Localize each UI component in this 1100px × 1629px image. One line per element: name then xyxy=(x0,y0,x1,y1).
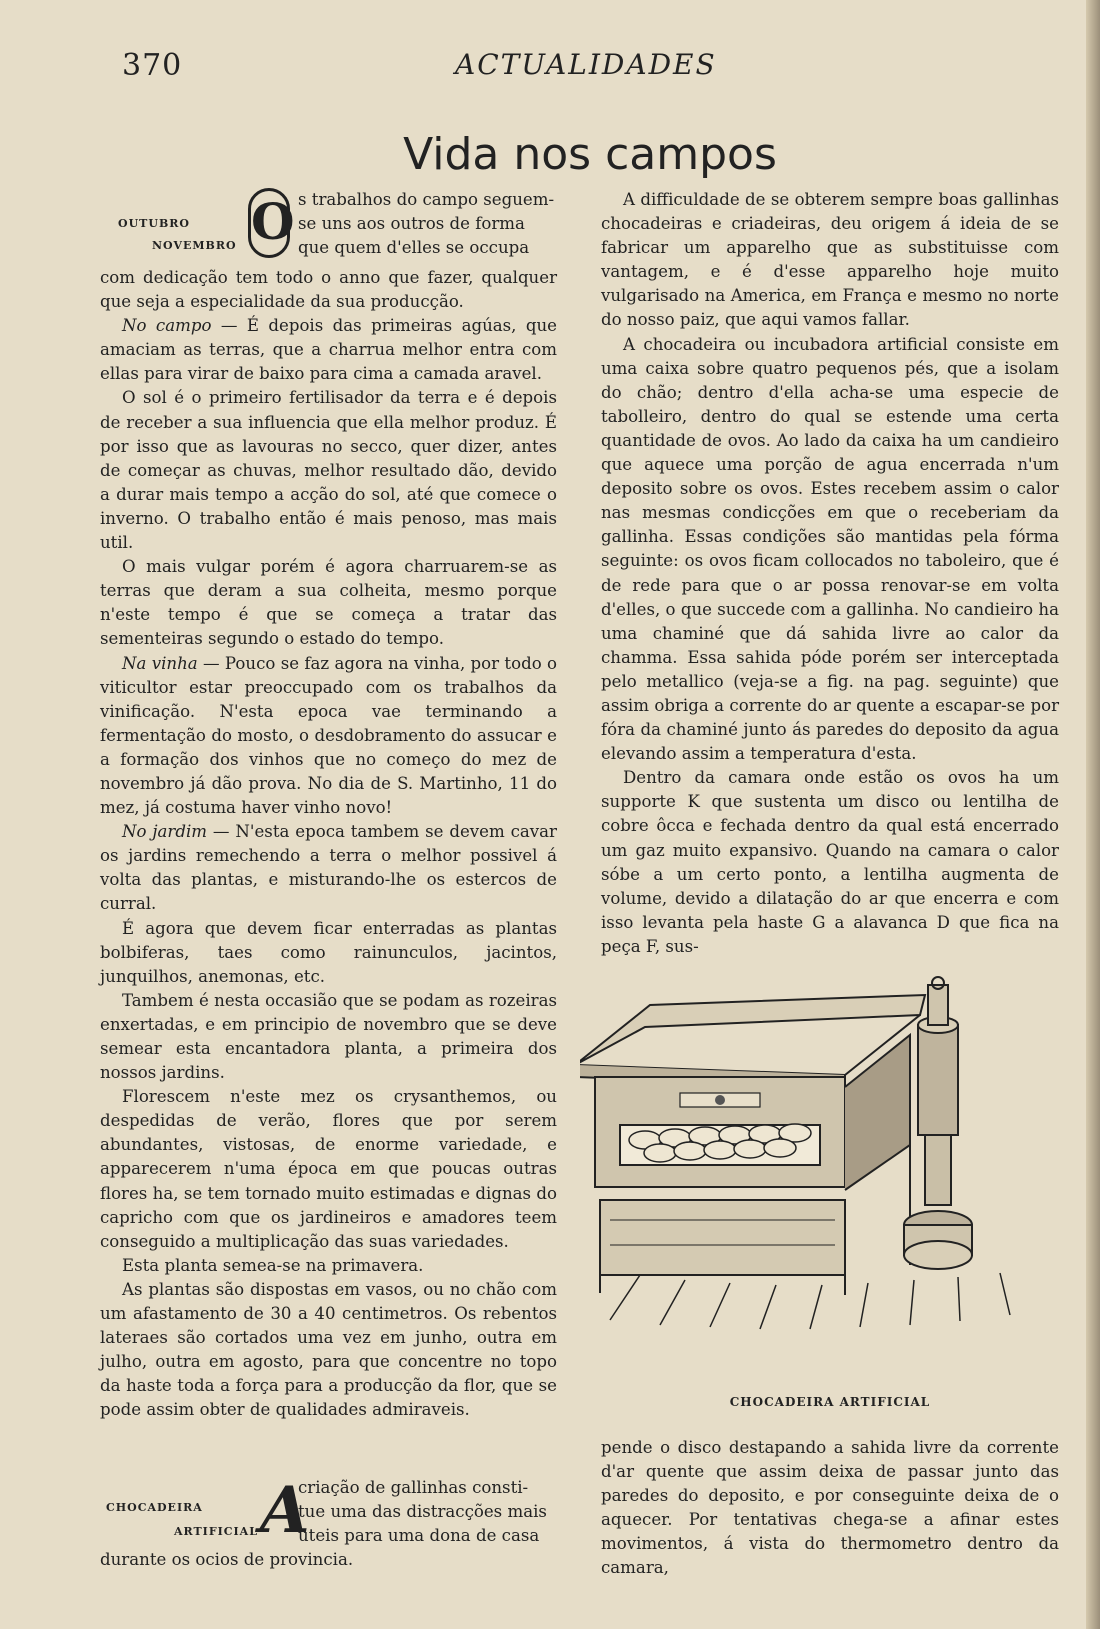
paragraph-text: Tambem é nesta occasião que se podam as rozeiras enxertadas, e em principio de novembro que se deve semear esta encantadora planta, a primeira dos nossos jardins. xyxy=(100,990,557,1083)
paragraph xyxy=(100,652,557,821)
left-paragraphs xyxy=(100,314,557,1422)
paragraph-lead: No jardim xyxy=(122,822,208,842)
head-line: s trabalhos do campo seguem- xyxy=(298,190,555,209)
right-paragraphs xyxy=(601,188,1059,959)
paragraph-text: — É depois das primeiras agúas, que amaciam as terras, que a charrua melhor entra com ellas para virar de baixo para cima a camada aravel. xyxy=(100,316,557,384)
figure-caption: CHOCADEIRA ARTIFICIAL xyxy=(729,1395,931,1409)
paragraph xyxy=(100,917,557,989)
left-column xyxy=(100,188,557,1423)
paragraph-lead: No campo xyxy=(122,316,212,336)
article-title: Vida nos campos xyxy=(403,129,777,181)
section-label-line2: ARTIFICIAL xyxy=(174,1525,258,1538)
page-edge-shadow xyxy=(1086,0,1100,1629)
paragraph-text: Florescem n'este mez os crysanthemos, ou despedidas de verão, flores que por serem abundantes, vistosas, de enorme variedade, e apparecerem n'uma época em que poucas outras flores ha, se tem tornado muito estimadas e dignas do capricho com que os jardineiros e amadores teem conseguido a multiplicação das suas variedades. xyxy=(100,1087,557,1251)
paragraph: durante os ocios de provincia. xyxy=(100,1550,354,1569)
dropcap-letter: O xyxy=(248,188,290,258)
dropcap-lines xyxy=(298,188,557,260)
head-line: se uns aos outros de forma xyxy=(298,214,525,234)
right-continuation xyxy=(601,1436,1059,1581)
paragraph-text: — N'esta epoca tambem se devem cavar os jardins remechendo a terra o melhor possivel á volta das plantas, e misturando-lhe os estercos de curral. xyxy=(100,822,557,914)
paragraph-text: As plantas são dispostas em vasos, ou no chão com um afastamento de 30 a 40 centimetros. Os rebentos lateraes são cortados uma vez em junho, outra em julho, outra em agosto, para que concentre no topo da haste toda a força para a producção da flor, que se pode assim obter de qualidades admiraveis. xyxy=(100,1279,557,1420)
paragraph xyxy=(100,555,557,651)
paragraph-text: É agora que devem ficar enterradas as plantas bolbiferas, taes como rainunculos, jacintos, junquilhos, anemonas, etc. xyxy=(100,918,557,986)
incubator-illustration xyxy=(580,975,1060,1355)
paragraph: Dentro da camara onde estão os ovos ha um supporte K que sustenta um disco ou lentilha de cobre ôcca e fechada dentro da qual está encerrado um gaz muito expansivo. Quando na camara o calor sóbe a um certo ponto, a lentilha augmenta de volume, devido a dilatação do ar que encerra e com isso levanta pela haste G a alavanca D que fica na peça F, sus- xyxy=(601,768,1059,956)
head-line: criação de gallinhas consti- xyxy=(298,1478,529,1497)
paragraph xyxy=(100,386,557,555)
paragraph-lead: Na vinha xyxy=(122,653,198,673)
paragraph xyxy=(100,314,557,386)
paragraph-text: O mais vulgar porém é agora charruarem-se as terras que deram a sua colheita, mesmo porque n'este tempo é que se começa a tratar das sementeiras segundo o estado do tempo. xyxy=(100,557,557,649)
paragraph-text: Esta planta semea-se na primavera. xyxy=(122,1255,424,1275)
paragraph xyxy=(100,1085,557,1254)
head-line: uteis para uma dona de casa xyxy=(298,1526,540,1546)
paragraph: com dedicação tem todo o anno que fazer, qualquer que seja a especialidade da sua producção. xyxy=(100,268,557,312)
paragraph: A chocadeira ou incubadora artificial consiste em uma caixa sobre quatro pequenos pés, que a isolam do chão; dentro d'ella acha-se uma especie de tabolleiro, dentro do qual se estende uma certa quantidade de ovos. Ao lado da caixa ha um candieiro que aquece uma porção de agua encerrada n'um deposito sobre os ovos. Estes recebem assim o calor nas mesmas condicções em que o receberiam da gallinha. Essas condições são mantidas pela fórma seguinte: os ovos ficam collocados no taboleiro, que é de rede para que o ar possa renovar-se em volta d'elles, o que succede com a gallinha. No candieiro ha uma chaminé que dá sahida livre ao calor da chamma. Essa sahida póde porém ser interceptada pelo metallico (veja-se a fig. na pag. seguinte) que assim obriga a corrente do ar quente a escapar-se por fóra da chaminé junto ás paredes do deposito da agua elevando assim a temperatura d'esta. xyxy=(601,334,1059,764)
paragraph-text: — Pouco se faz agora na vinha, por todo o viticultor estar preoccupado com os trabalhos da vinificação. N'esta epoca vae terminando a fermentação do mosto, o desdobramento do assucar e a formação dos vinhos que no começo do mez de novembro já dão prova. No dia de S. Martinho, 11 do mez, já costuma haver vinho novo! xyxy=(100,653,557,818)
paragraph xyxy=(100,989,557,1085)
head-line: que quem d'elles se occupa xyxy=(298,238,530,258)
paragraph xyxy=(100,1278,557,1423)
section-label-line2: NOVEMBRO xyxy=(152,239,237,252)
section-head-outubro xyxy=(100,188,557,266)
paragraph xyxy=(100,820,557,916)
running-title: ACTUALIDADES xyxy=(455,48,717,81)
section-label-line1: CHOCADEIRA xyxy=(106,1501,203,1514)
right-column xyxy=(601,188,1059,959)
paragraph xyxy=(100,1254,557,1278)
head-line: tue uma das distracções mais xyxy=(298,1502,547,1522)
paragraph-text: O sol é o primeiro fertilisador da terra e é depois de receber a sua influencia que ella melhor produz. É por isso que as lavouras no secco, quer dizer, antes de começar as chuvas, melhor resultado dão, devido a durar mais tempo a acção do sol, até que comece o inverno. O trabalho então é mais penoso, mas mais util. xyxy=(100,388,557,553)
paragraph: A difficuldade de se obterem sempre boas gallinhas chocadeiras e criadeiras, deu origem á ideia de se fabricar um apparelho que as substituisse com vantagem, e é d'esse apparelho hoje muito vulgarisado na America, em França e mesmo no norte do nosso paiz, que aqui vamos fallar. xyxy=(601,190,1059,330)
dropcap-letter: A xyxy=(260,1473,310,1548)
paragraph: pende o disco destapando a sahida livre da corrente d'ar quente que assim deixa de passar junto das paredes do deposito, e por conseguinte deixa de o aquecer. Por tentativas chega-se a afinar estes movimentos, á vista do thermometro dentro da camara, xyxy=(601,1438,1059,1578)
page-number: 370 xyxy=(122,48,183,83)
section-head-chocadeira xyxy=(100,1473,557,1569)
section-label-line1: OUTUBRO xyxy=(118,217,190,230)
dropcap-lines xyxy=(298,1476,557,1548)
